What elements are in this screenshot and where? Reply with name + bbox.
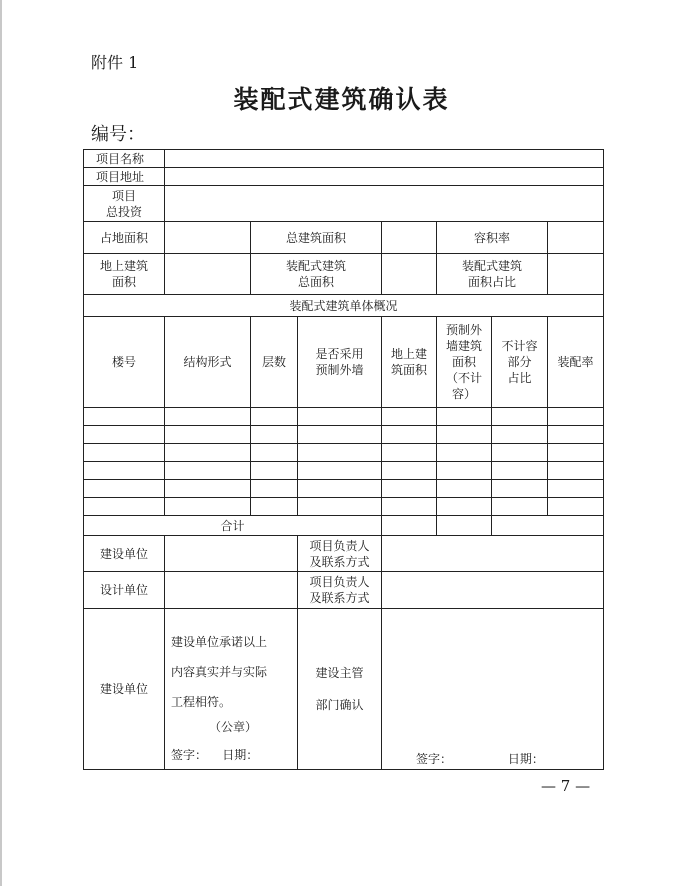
above-ground-area-line-2: 面积 <box>111 275 136 289</box>
col-wall-area-line-4: （不计 <box>445 371 482 385</box>
table-cell[interactable] <box>548 462 604 480</box>
col-structure: 结构形式 <box>165 317 251 408</box>
table-cell[interactable] <box>251 408 298 426</box>
table-cell[interactable] <box>548 444 604 462</box>
prefab-total-area-line-2: 总面积 <box>297 275 334 289</box>
table-cell[interactable] <box>298 462 382 480</box>
design-contact-label <box>298 572 382 609</box>
col-prefab-wall-line-2: 预制外墙 <box>315 363 364 377</box>
table-cell[interactable] <box>298 444 382 462</box>
table-cell[interactable] <box>437 498 492 516</box>
table-cell[interactable] <box>84 408 165 426</box>
table-cell[interactable] <box>251 498 298 516</box>
page-title: 装配式建筑确认表 <box>233 85 450 114</box>
table-cell[interactable] <box>251 444 298 462</box>
col-prefab-wall <box>298 317 382 408</box>
overview-section-title: 装配式建筑单体概况 <box>84 295 604 317</box>
table-row <box>84 498 604 516</box>
dept-confirm-signature[interactable] <box>382 609 604 770</box>
total-label: 合计 <box>84 516 382 536</box>
table-cell[interactable] <box>298 408 382 426</box>
date-label: 日期： <box>222 748 259 762</box>
total-blank <box>492 516 604 536</box>
table-cell[interactable] <box>382 444 437 462</box>
table-cell[interactable] <box>298 480 382 498</box>
table-row <box>84 408 604 426</box>
col-assembly-rate: 装配率 <box>548 317 604 408</box>
table-cell[interactable] <box>84 462 165 480</box>
table-row <box>84 444 604 462</box>
investment-value[interactable] <box>165 186 604 222</box>
confirmation-form-table <box>83 149 604 770</box>
sign-label: 签字： <box>171 748 208 762</box>
attachment-label: 附件 1 <box>91 53 139 72</box>
table-cell[interactable] <box>548 480 604 498</box>
table-cell[interactable] <box>382 408 437 426</box>
table-cell[interactable] <box>437 408 492 426</box>
table-cell[interactable] <box>492 426 548 444</box>
construction-contact-line-2: 及联系方式 <box>309 554 370 569</box>
col-above-area <box>382 317 437 408</box>
dept-confirm-line-2: 部门确认 <box>315 698 364 712</box>
table-cell[interactable] <box>165 408 251 426</box>
table-cell[interactable] <box>492 480 548 498</box>
table-cell[interactable] <box>165 426 251 444</box>
project-name-value[interactable] <box>165 150 604 168</box>
design-unit-value[interactable] <box>165 572 298 609</box>
total-above-area[interactable] <box>382 516 437 536</box>
col-excluded-line-3: 占比 <box>507 371 532 385</box>
table-cell[interactable] <box>437 444 492 462</box>
commitment-line-2: 内容真实并与实际 <box>171 665 268 679</box>
col-building-no: 楼号 <box>84 317 165 408</box>
construction-contact-line-1: 项目负责人 <box>309 538 370 553</box>
table-cell[interactable] <box>251 426 298 444</box>
table-cell[interactable] <box>382 480 437 498</box>
design-contact-value[interactable] <box>382 572 604 609</box>
col-excluded <box>492 317 548 408</box>
table-cell[interactable] <box>165 462 251 480</box>
page-number: — 7 — <box>541 777 591 795</box>
table-cell[interactable] <box>437 462 492 480</box>
prefab-area-ratio-line-2: 面积占比 <box>467 275 516 289</box>
above-ground-area-label <box>84 254 165 295</box>
table-row <box>84 426 604 444</box>
plot-ratio-label: 容积率 <box>437 222 548 254</box>
table-cell[interactable] <box>298 426 382 444</box>
dept-date-label: 日期： <box>507 752 544 766</box>
official-seal-label: （公章） <box>208 720 257 734</box>
land-area-label: 占地面积 <box>84 222 165 254</box>
land-area-value[interactable] <box>165 222 251 254</box>
table-cell[interactable] <box>382 498 437 516</box>
col-prefab-wall-line-1: 是否采用 <box>315 347 364 361</box>
table-cell[interactable] <box>492 408 548 426</box>
total-wall-area[interactable] <box>437 516 492 536</box>
table-cell[interactable] <box>84 426 165 444</box>
construction-unit-value[interactable] <box>165 536 298 572</box>
col-above-area-line-1: 地上建 <box>390 347 427 361</box>
above-ground-area-value[interactable] <box>165 254 251 295</box>
construction-unit-label: 建设单位 <box>84 536 165 572</box>
project-name-label: 项目名称 <box>84 150 165 168</box>
table-cell[interactable] <box>84 480 165 498</box>
dept-sign-label: 签字： <box>416 752 453 766</box>
serial-number-label: 编号： <box>91 124 145 145</box>
construction-contact-label <box>298 536 382 572</box>
table-cell[interactable] <box>84 444 165 462</box>
dept-confirm-label <box>298 609 382 770</box>
table-cell[interactable] <box>382 426 437 444</box>
commitment-line-1: 建设单位承诺以上 <box>171 635 268 649</box>
investment-label <box>84 186 165 222</box>
table-cell[interactable] <box>492 444 548 462</box>
investment-label-line-2: 总投资 <box>105 204 142 219</box>
design-unit-label: 设计单位 <box>84 572 165 609</box>
table-cell[interactable] <box>492 498 548 516</box>
above-ground-area-line-1: 地上建筑 <box>99 259 148 273</box>
construction-contact-value[interactable] <box>382 536 604 572</box>
table-row <box>84 480 604 498</box>
prefab-total-area-label <box>251 254 382 295</box>
prefab-area-ratio-value[interactable] <box>548 254 604 295</box>
table-cell[interactable] <box>298 498 382 516</box>
table-cell[interactable] <box>492 462 548 480</box>
col-wall-area <box>437 317 492 408</box>
col-wall-area-line-5: 容） <box>451 387 476 401</box>
prefab-total-area-value[interactable] <box>382 254 437 295</box>
table-cell[interactable] <box>437 480 492 498</box>
project-address-value[interactable] <box>165 168 604 186</box>
table-cell[interactable] <box>548 426 604 444</box>
table-cell[interactable] <box>84 498 165 516</box>
col-wall-area-line-1: 预制外 <box>445 323 482 337</box>
col-wall-area-line-2: 墙建筑 <box>445 339 482 353</box>
table-cell[interactable] <box>382 462 437 480</box>
plot-ratio-value[interactable] <box>548 222 604 254</box>
table-cell[interactable] <box>251 480 298 498</box>
total-floor-area-label: 总建筑面积 <box>251 222 382 254</box>
col-above-area-line-2: 筑面积 <box>390 363 427 377</box>
design-contact-line-1: 项目负责人 <box>309 575 370 589</box>
design-contact-line-2: 及联系方式 <box>309 591 370 605</box>
prefab-area-ratio-line-1: 装配式建筑 <box>461 259 522 273</box>
confirm-unit-label: 建设单位 <box>84 609 165 770</box>
col-excluded-line-1: 不计容 <box>501 339 538 353</box>
project-address-label: 项目地址 <box>84 168 165 186</box>
table-cell[interactable] <box>437 426 492 444</box>
commitment-cell <box>165 609 298 770</box>
commitment-text <box>171 627 295 717</box>
total-floor-area-value[interactable] <box>382 222 437 254</box>
col-wall-area-line-3: 面积 <box>451 355 476 369</box>
commitment-signature <box>171 747 295 763</box>
prefab-total-area-line-1: 装配式建筑 <box>285 259 346 273</box>
page-edge <box>0 0 2 886</box>
prefab-area-ratio-label <box>437 254 548 295</box>
table-row <box>84 462 604 480</box>
table-cell[interactable] <box>251 462 298 480</box>
table-cell[interactable] <box>548 408 604 426</box>
commitment-line-3: 工程相符。 <box>171 695 232 709</box>
investment-label-line-1: 项目 <box>111 188 136 203</box>
table-cell[interactable] <box>165 480 251 498</box>
dept-confirm-line-1: 建设主管 <box>315 666 364 680</box>
col-floors: 层数 <box>251 317 298 408</box>
table-cell[interactable] <box>165 498 251 516</box>
table-cell[interactable] <box>165 444 251 462</box>
table-cell[interactable] <box>548 498 604 516</box>
col-excluded-line-2: 部分 <box>507 355 532 369</box>
